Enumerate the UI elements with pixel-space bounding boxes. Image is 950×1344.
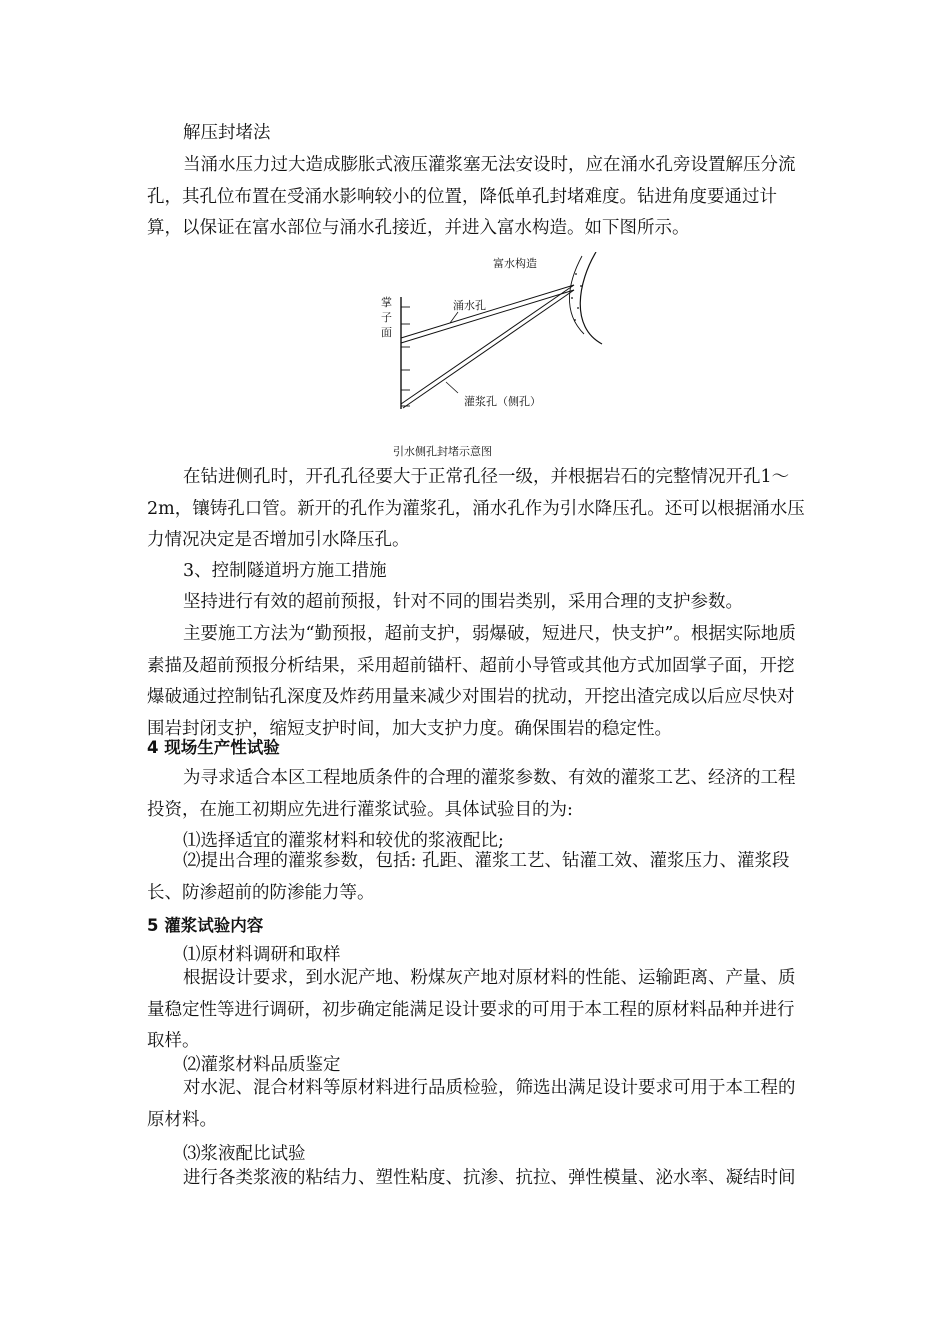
label-zi: 子 [381, 311, 392, 324]
label-fushui-gouzao: 富水构造 [493, 257, 537, 270]
paragraph-jieya: 当涌水压力过大造成膨胀式液压灌浆塞无法安设时，应在涌水孔旁设置解压分流孔，其孔位布置在受涌水影响较小的位置，降低单孔封堵难度。钻进角度要通过计算，以保证在富水部位与涌水孔接近，并进入富水构造。如下图所示。 [147, 155, 796, 238]
section5-item2-text: 对水泥、混合材料等原材料进行品质检验，筛选出满足设计要求可用于本工程的原材料。 [147, 1078, 796, 1130]
label-yongshuikong: 涌水孔 [453, 299, 486, 312]
section4-paragraph: 为寻求适合本区工程地质条件的合理的灌浆参数、有效的灌浆工艺、经济的工程投资，在施工初期应先进行灌浆试验。具体试验目的为: [147, 768, 796, 820]
grouting-side-hole-diagram [370, 252, 610, 467]
paragraph-side-hole: 在钻进侧孔时，开孔孔径要大于正常孔径一级，并根据岩石的完整情况开孔1～2m，镶铸孔口管。新开的孔作为灌浆孔，涌水孔作为引水降压孔。还可以根据涌水压力情况决定是否增加引水降压孔。 [147, 467, 805, 550]
label-guanjiangkong: 灌浆孔（侧孔） [464, 395, 541, 408]
label-mian: 面 [381, 326, 392, 339]
rich-water-boundary-outer [580, 252, 602, 344]
section4-item2: ⑵提出合理的灌浆参数，包括: 孔距、灌浆工艺、钻灌工效、灌浆压力、灌浆段长、防渗超前的防渗能力等。 [147, 851, 790, 903]
yongshui-hole-line-a [401, 285, 574, 338]
section5-heading: 5 灌浆试验内容 [147, 916, 264, 935]
section5-item3-text: 进行各类浆液的粘结力、塑性粘度、抗渗、抗拉、弹性模量、泌水率、凝结时间 [183, 1168, 796, 1188]
section4-heading: 4 现场生产性试验 [147, 738, 280, 757]
guanjiang-hole-line-b [403, 290, 574, 408]
tunnel-face-hatching [401, 307, 410, 406]
section5-item2-title: ⑵灌浆材料品质鉴定 [183, 1055, 341, 1075]
section-title-jieya: 解压封堵法 [183, 123, 271, 143]
paragraph-forecast: 坚持进行有效的超前预报，针对不同的围岩类别，采用合理的支护参数。 [183, 592, 743, 612]
section5-item1-title: ⑴原材料调研和取样 [183, 945, 341, 965]
figure-caption: 引水侧孔封堵示意图 [393, 445, 492, 458]
section5-item1-text: 根据设计要求，到水泥产地、粉煤灰产地对原材料的性能、运输距离、产量、质量稳定性等进行调研，初步确定能满足设计要求的可用于本工程的原材料品种并进行取样。 [147, 968, 796, 1051]
guanjiang-hole-line-a [401, 285, 574, 404]
section4-item1: ⑴选择适宜的灌浆材料和较优的浆液配比; [183, 831, 504, 851]
rich-water-boundary-inner [569, 256, 584, 334]
guanjiang-pointer [446, 382, 458, 393]
item3-title: 3、控制隧道坍方施工措施 [183, 561, 387, 581]
section5-item3-title: ⑶浆液配比试验 [183, 1144, 306, 1164]
yongshui-hole-line-b [401, 290, 574, 343]
label-zhang: 掌 [381, 296, 392, 309]
paragraph-main-method: 主要施工方法为“勤预报，超前支护，弱爆破，短进尺，快支护”。根据实际地质素描及超前预报分析结果，采用超前锚杆、超前小导管或其他方式加固掌子面，开挖爆破通过控制钻孔深度及炸药用量来减少对围岩的扰动，开挖出渣完成以后应尽快对围岩封闭支护，缩短支护时间，加大支护力度。确保围岩的稳定性。 [147, 624, 796, 739]
